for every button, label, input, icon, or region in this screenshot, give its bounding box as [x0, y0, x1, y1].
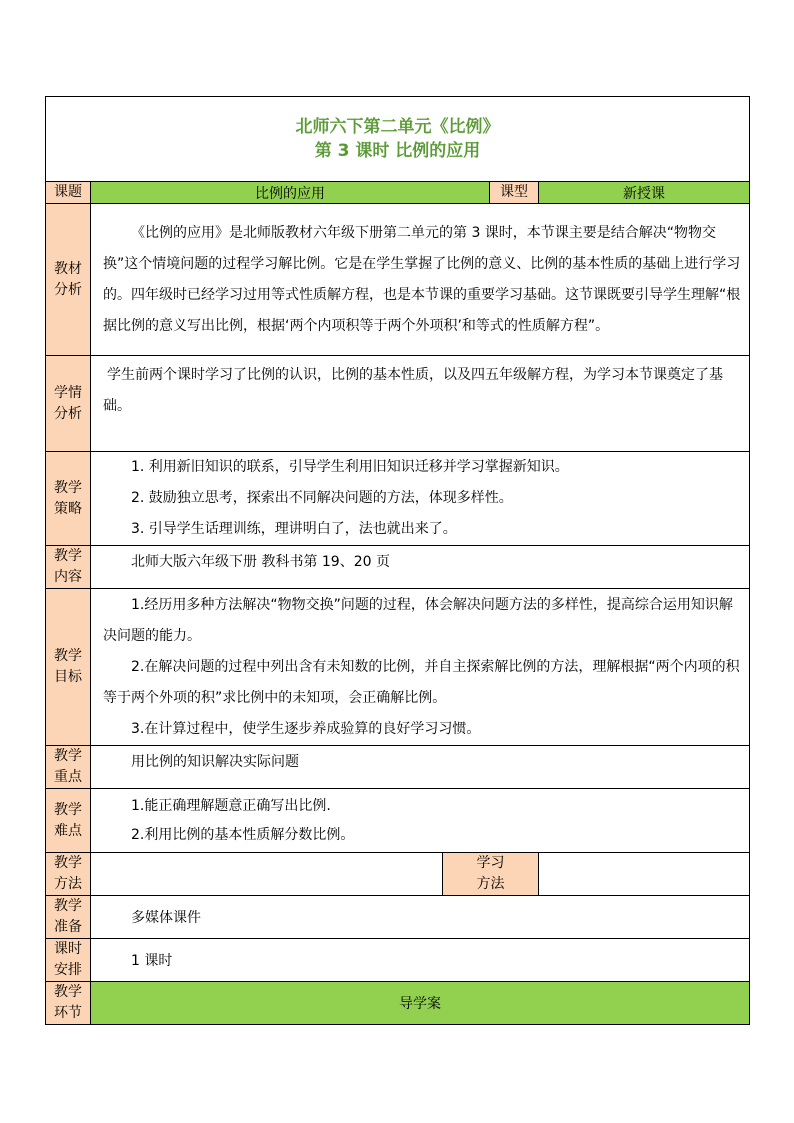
stage-label-text: 教学环节 — [54, 984, 82, 1021]
topic-label: 课题 — [46, 182, 91, 204]
keypoint-label — [46, 746, 91, 789]
document-title: 北师六下第二单元《比例》 — [295, 117, 500, 137]
method-label — [46, 853, 91, 896]
difficulty-item: 1.能正确理解题意正确写出比例. — [131, 797, 331, 814]
material-cell — [91, 204, 750, 356]
strategy-item: 1. 利用新旧知识的联系，引导学生利用旧知识迁移并学习掌握新知识。 — [131, 459, 569, 475]
keypoint-text: 用比例的知识解决实际问题 — [131, 754, 299, 770]
strategy-item: 3. 引导学生话理训练，理讲明白了，法也就出来了。 — [131, 521, 457, 537]
difficulty-cell — [91, 789, 750, 853]
goal-item: 1.经历用多种方法解决“物物交换”问题的过程，体会解决问题方法的多样性，提高综合运用知识解决问题的能力。 — [103, 596, 733, 644]
stage-value: 导学案 — [91, 982, 750, 1025]
goal-item: 3.在计算过程中，使学生逐步养成验算的良好学习习惯。 — [131, 720, 481, 737]
material-label — [46, 204, 91, 356]
schedule-label — [46, 939, 91, 982]
study-method-value — [539, 853, 750, 896]
strategy-item: 2. 鼓励独立思考，探索出不同解决问题的方法，体现多样性。 — [131, 490, 513, 506]
difficulty-label-text: 教学难点 — [54, 801, 82, 839]
lesson-plan-sheet — [45, 96, 749, 1025]
students-cell — [91, 356, 750, 452]
prep-label-text: 教学准备 — [54, 898, 82, 935]
lesson-plan-table — [45, 96, 750, 1025]
content-text: 北师大版六年级下册 教科书第 19、20 页 — [131, 554, 390, 570]
content-label — [46, 546, 91, 589]
keypoint-cell — [91, 746, 750, 789]
goals-label — [46, 589, 91, 746]
keypoint-label-text: 教学重点 — [54, 748, 82, 785]
students-label — [46, 356, 91, 452]
strategy-cell — [91, 452, 750, 546]
goals-label-text: 教学目标 — [54, 648, 82, 685]
students-text: 学生前两个课时学习了比例的认识，比例的基本性质，以及四五年级解方程，为学习本节课奠定了基础。 — [103, 367, 723, 414]
type-label: 课型 — [490, 182, 539, 204]
document-subtitle: 第 3 课时 比例的应用 — [314, 141, 481, 161]
schedule-text: 1 课时 — [131, 953, 173, 969]
goal-item: 2.在解决问题的过程中列出含有未知数的比例，并自主探索解比例的方法，理解根据“两个内项的积等于两个外项的积”求比例中的未知项，会正确解比例。 — [103, 658, 740, 706]
difficulty-item: 2.利用比例的基本性质解分数比例。 — [131, 826, 355, 843]
strategy-label — [46, 452, 91, 546]
topic-value: 比例的应用 — [91, 182, 490, 204]
title-cell — [46, 97, 750, 182]
schedule-cell — [91, 939, 750, 982]
content-label-text: 教学内容 — [54, 548, 82, 585]
method-label-text: 教学方法 — [54, 855, 82, 892]
study-method-label-text: 学习方法 — [476, 855, 505, 892]
prep-label — [46, 896, 91, 939]
material-text: 《比例的应用》是北师版教材六年级下册第二单元的第 3 课时，本节课主要是结合解决“物物交换”这个情境问题的过程学习解比例。它是在学生掌握了比例的意义、比例的基本性质的基础上进行学习的。四年级时已经学习过用等式性质解方程，也是本节课的重要学习基础。这节课既要引导学生理解“根据比例的意义写出比例，根据‘两个内项积等于两个外项积’和等式的性质解方程”。 — [103, 224, 741, 334]
content-cell — [91, 546, 750, 589]
schedule-label-text: 课时安排 — [54, 941, 82, 978]
students-label-text: 学情分析 — [54, 384, 82, 422]
prep-text: 多媒体课件 — [131, 910, 201, 926]
strategy-label-text: 教学策略 — [54, 479, 82, 517]
material-label-text: 教材分析 — [54, 260, 82, 298]
prep-cell — [91, 896, 750, 939]
goals-cell — [91, 589, 750, 746]
difficulty-label — [46, 789, 91, 853]
stage-label — [46, 982, 91, 1025]
type-value: 新授课 — [539, 182, 750, 204]
method-value — [91, 853, 443, 896]
study-method-label — [443, 853, 539, 896]
